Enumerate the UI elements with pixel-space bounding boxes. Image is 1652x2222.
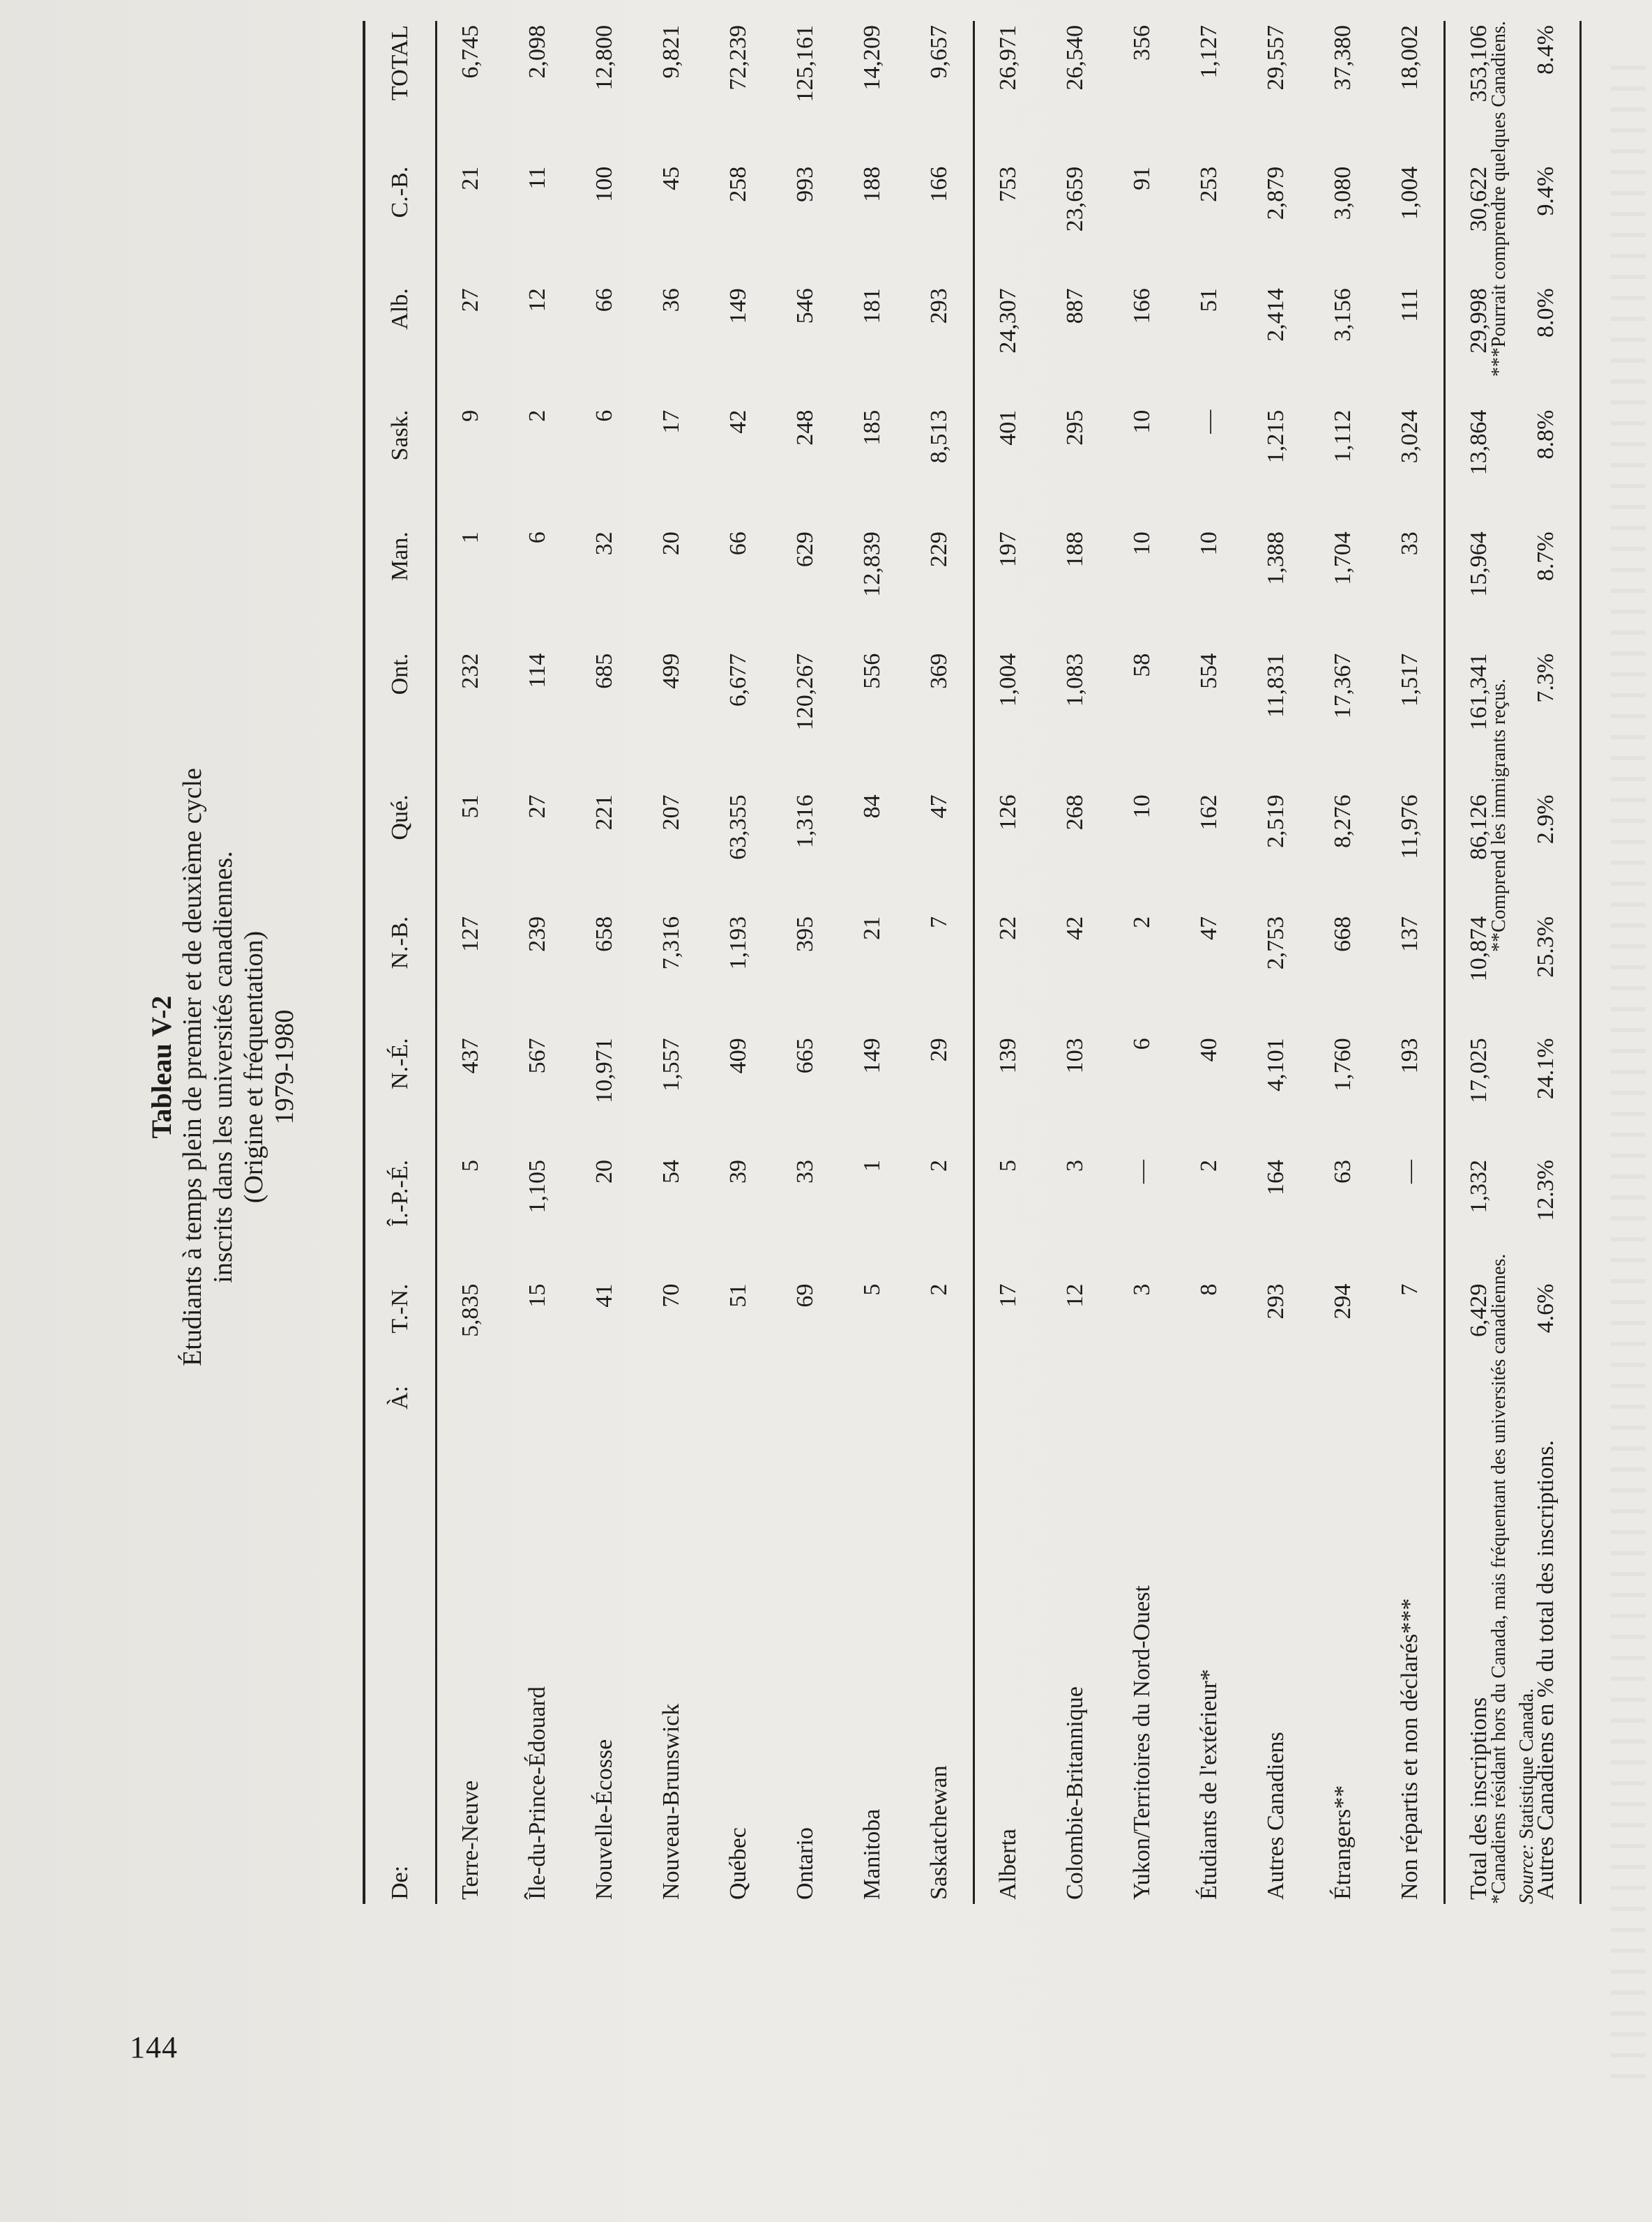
table-cell: 197 [974, 527, 1043, 649]
table-cell: 166 [926, 166, 952, 202]
table-cell: 221 [591, 794, 617, 831]
table-row [437, 21, 505, 1904]
table-row [1042, 21, 1109, 1904]
table-cell: 188 [859, 166, 885, 202]
table-cell: 3 [1062, 1159, 1088, 1172]
table-cell: 4.6% [1513, 1280, 1581, 1382]
table-cell: 114 [524, 653, 550, 688]
table-cell: 5 [974, 1156, 1043, 1280]
table-cell: 3,024 [1397, 409, 1423, 464]
row-label: Ontario [792, 1827, 818, 1900]
table-cell: 2 [524, 409, 550, 422]
table-cell: 9 [457, 409, 483, 422]
table-cell: 658 [591, 916, 617, 952]
table-cell: 51 [457, 794, 483, 819]
table-cell: 15,964 [1445, 527, 1513, 649]
table-cell: 20 [658, 531, 684, 556]
table-cell: 1,004 [974, 649, 1043, 791]
table-cell: 149 [725, 288, 751, 324]
table-cell: 1,112 [1330, 409, 1356, 462]
column-header: Qué. [387, 794, 413, 840]
table-cell: 2,098 [524, 25, 550, 79]
table-cell: 29,557 [1263, 25, 1289, 91]
table-cell: 295 [1062, 409, 1088, 446]
table-cell: 9,657 [926, 25, 952, 79]
table-cell: — [1196, 409, 1222, 434]
table-cell: 111 [1397, 288, 1423, 322]
footnote-1: *Canadiens résidant hors du Canada, mais fréquentant des universités canadiennes. [1488, 1253, 1510, 1904]
table-cell: 239 [524, 916, 550, 952]
table-cell: 229 [926, 531, 952, 568]
table-cell: 11,976 [1397, 794, 1423, 859]
table-cell: 1,127 [1196, 25, 1222, 79]
table-cell: 26,971 [974, 21, 1043, 163]
table-row [1176, 21, 1243, 1904]
table-cell: 12 [524, 288, 550, 312]
table-cell: 161,341 [1445, 649, 1513, 791]
table-cell: 665 [792, 1038, 818, 1074]
table-cell: 125,161 [792, 25, 818, 103]
column-header: N.-B. [387, 916, 413, 969]
table-cell: 1,215 [1263, 409, 1289, 464]
table-cell: 353,106 [1445, 21, 1513, 163]
table-cell: 27 [457, 288, 483, 312]
table-cell: 2.9% [1513, 790, 1581, 912]
table-cell: 1,517 [1397, 653, 1423, 707]
table-row [504, 21, 571, 1904]
column-header: C.-B. [387, 166, 413, 218]
footnotes [1485, 21, 1541, 1904]
row-label: Québec [725, 1827, 751, 1900]
table-cell: 18,002 [1397, 25, 1423, 91]
table-cell: 1,193 [725, 916, 751, 970]
table-cell: 2 [1196, 1159, 1222, 1172]
source-label: Source: [1516, 1843, 1538, 1904]
table-cell: 10 [1129, 531, 1155, 556]
row-label: Yukon/Territoires du Nord-Ouest [1129, 1585, 1155, 1900]
table-cell: 11,831 [1263, 653, 1289, 718]
row-label: Étrangers** [1330, 1785, 1356, 1900]
table-row [974, 21, 1043, 1904]
table-cell: 84 [859, 794, 885, 819]
source-text: Statistique Canada. [1516, 1688, 1538, 1839]
table-cell: 993 [792, 166, 818, 202]
to-header: À: [387, 1385, 413, 1409]
table-subtitle-line: Étudiants à temps plein de premier et de deuxième cycle [178, 768, 207, 1366]
table-cell: 103 [1062, 1038, 1088, 1074]
table-cell: 8.7% [1513, 527, 1581, 649]
table-cell: 66 [591, 288, 617, 312]
table-cell: 6 [1129, 1038, 1155, 1050]
table-subtitle-line: 1979-1980 [270, 1009, 299, 1125]
table-row [1243, 21, 1310, 1904]
row-label: Nouveau-Brunswick [658, 1703, 684, 1900]
table-cell: 1,557 [658, 1038, 684, 1091]
table-cell: 12,800 [591, 25, 617, 91]
table-row [772, 21, 839, 1904]
table-cell: 26,540 [1062, 25, 1088, 91]
table-cell: 8,276 [1330, 794, 1356, 848]
table-cell: 10,874 [1445, 912, 1513, 1034]
table-cell: 20 [591, 1159, 617, 1184]
table-cell: 6 [524, 531, 550, 544]
table-cell: 63 [1330, 1159, 1356, 1184]
table-row [1310, 21, 1377, 1904]
table-cell: 10 [1129, 794, 1155, 819]
column-header: T.-N. [387, 1283, 413, 1333]
table-cell: 12.3% [1513, 1156, 1581, 1280]
table-cell: 1,332 [1445, 1156, 1513, 1280]
table-cell: 395 [792, 916, 818, 952]
table-cell: 63,355 [725, 794, 751, 860]
table-cell: 554 [1196, 653, 1222, 689]
table-cell: 42 [725, 409, 751, 434]
table-cell: 7,316 [658, 916, 684, 970]
table-cell: 9.4% [1513, 163, 1581, 285]
table-cell: — [1129, 1159, 1155, 1184]
table-cell: 1,704 [1330, 531, 1356, 585]
table-cell: 32 [591, 531, 617, 556]
table-cell: 139 [974, 1034, 1043, 1156]
table-row [906, 21, 974, 1904]
table-cell: 409 [725, 1038, 751, 1074]
table-cell: 10,971 [591, 1038, 617, 1103]
table-cell: 6,677 [725, 653, 751, 707]
table-cell: 369 [926, 653, 952, 689]
table-cell: 5 [457, 1159, 483, 1172]
table-cell: 17,025 [1445, 1034, 1513, 1156]
table-cell: 4,101 [1263, 1038, 1289, 1091]
row-label: Manitoba [859, 1808, 885, 1900]
table-cell: 8,513 [926, 409, 952, 464]
table-cell: 8.4% [1513, 21, 1581, 163]
table-cell: 5 [859, 1283, 885, 1296]
table-cell: 51 [1196, 288, 1222, 312]
table-cell: 17 [974, 1280, 1043, 1382]
row-label: Autres Canadiens en % du total des inscriptions. [1513, 1382, 1581, 1904]
table-cell: 248 [792, 409, 818, 446]
table-cell: 17,367 [1330, 653, 1356, 719]
table-cell: 47 [1196, 916, 1222, 940]
table-cell: 2,414 [1263, 288, 1289, 342]
table-cell: 149 [859, 1038, 885, 1074]
table-cell: 25.3% [1513, 912, 1581, 1034]
from-header: De: [387, 1865, 413, 1900]
table-cell: 24.1% [1513, 1034, 1581, 1156]
table-cell: 10 [1196, 531, 1222, 556]
table-cell: 685 [591, 653, 617, 689]
row-label: Colombie-Britannique [1062, 1686, 1088, 1900]
table-cell: 15 [524, 1283, 550, 1308]
column-header: Ont. [387, 653, 413, 695]
table-cell: 7 [926, 916, 952, 928]
table-cell: 293 [1263, 1283, 1289, 1320]
table-cell: 11 [524, 166, 550, 190]
row-label: Île-du-Prince-Édouard [524, 1686, 550, 1900]
table-cell: 162 [1196, 794, 1222, 831]
table-cell: 753 [974, 163, 1043, 285]
table-cell: 100 [591, 166, 617, 202]
table-cell: 629 [792, 531, 818, 568]
table-cell: 66 [725, 531, 751, 556]
table-cell: 14,209 [859, 25, 885, 91]
table-cell: 499 [658, 653, 684, 689]
row-label: Terre-Neuve [457, 1780, 483, 1900]
table-cell: 7.3% [1513, 649, 1581, 791]
table-cell: 39 [725, 1159, 751, 1184]
table-cell: 193 [1397, 1038, 1423, 1074]
table-cell: 3,080 [1330, 166, 1356, 220]
table-cell: 2 [1129, 916, 1155, 928]
table-cell: 91 [1129, 166, 1155, 190]
table-cell: 45 [658, 166, 684, 190]
table-cell: 21 [457, 166, 483, 190]
table-cell: 2 [926, 1159, 952, 1172]
table-cell: 1 [457, 531, 483, 544]
table-cell: 1 [859, 1159, 885, 1172]
table-cell: 1,083 [1062, 653, 1088, 707]
table-cell: 33 [1397, 531, 1423, 556]
table-cell: 2,879 [1263, 166, 1289, 220]
row-label: Non répartis et non déclarés*** [1397, 1598, 1423, 1900]
table-cell: 33 [792, 1159, 818, 1184]
table-cell: 6 [591, 409, 617, 422]
column-header: N.-É. [387, 1038, 413, 1090]
row-label: Autres Canadiens [1263, 1732, 1289, 1900]
table-row [705, 21, 772, 1904]
table-cell: 6,429 [1445, 1280, 1513, 1382]
table-cell: 556 [859, 653, 885, 689]
table-cell: 185 [859, 409, 885, 446]
table-cell: 207 [658, 794, 684, 831]
row-label: Total des inscriptions [1445, 1382, 1513, 1904]
table-cell: 27 [524, 794, 550, 819]
table-cell: 294 [1330, 1283, 1356, 1320]
table-cell: 188 [1062, 531, 1088, 568]
table-cell: 166 [1129, 288, 1155, 324]
table-cell: 887 [1062, 288, 1088, 324]
table-cell: 42 [1062, 916, 1088, 940]
table-cell: 13,864 [1445, 406, 1513, 528]
table-cell: 232 [457, 653, 483, 689]
table-cell: 36 [658, 288, 684, 312]
page-number: 144 [130, 2030, 178, 2064]
table-cell: 6,745 [457, 25, 483, 79]
footnote-2: **Comprend les immigrants reçus. [1488, 678, 1510, 952]
table-cell: 258 [725, 166, 751, 202]
table-cell: 1,760 [1330, 1038, 1356, 1091]
table-cell: 37,380 [1330, 25, 1356, 91]
column-header: Alb. [387, 288, 413, 330]
row-label: Nouvelle-Écosse [591, 1739, 617, 1900]
table-cell: 164 [1263, 1159, 1289, 1195]
table-row [839, 21, 906, 1904]
table-header-row [364, 21, 437, 1904]
column-header: Î.-P.-É. [387, 1159, 413, 1227]
row-label: Étudiants de l'extérieur* [1196, 1669, 1222, 1900]
table-cell: 72,239 [725, 25, 751, 91]
table-cell: 12 [1062, 1283, 1088, 1308]
table-cell: 293 [926, 288, 952, 324]
table-heading [146, 21, 300, 2113]
table-cell: 51 [725, 1283, 751, 1308]
table-cell: 40 [1196, 1038, 1222, 1062]
table-cell: 41 [591, 1283, 617, 1308]
table-cell: 7 [1397, 1283, 1423, 1296]
table-cell: 567 [524, 1038, 550, 1074]
table-cell: 1,004 [1397, 166, 1423, 220]
table-cell: 401 [974, 406, 1043, 528]
table-cell: 2,519 [1263, 794, 1289, 848]
table-cell: 126 [974, 790, 1043, 912]
table-cell: 268 [1062, 794, 1088, 831]
table-cell: 2,753 [1263, 916, 1289, 970]
table-cell: 12,839 [859, 531, 885, 597]
table-subtitle-line: (Origine et fréquentation) [239, 930, 268, 1204]
table-cell: 8 [1196, 1283, 1222, 1296]
table-cell: 8.0% [1513, 284, 1581, 406]
table-cell: 5,835 [457, 1283, 483, 1338]
table-cell: 10 [1129, 409, 1155, 434]
enrolment-table [363, 21, 1582, 1904]
table-subtitle-line: inscrits dans les universités canadiennes. [209, 851, 238, 1283]
table-cell: 546 [792, 288, 818, 324]
table-cell: 3 [1129, 1283, 1155, 1296]
table-cell: 1,388 [1263, 531, 1289, 585]
table-cell: — [1397, 1159, 1423, 1184]
footnote-3: ***Pourrait comprendre quelques Canadiens. [1488, 21, 1510, 377]
table-cell: 47 [926, 794, 952, 819]
table-cell: 69 [792, 1283, 818, 1308]
table-cell: 2 [926, 1283, 952, 1296]
rotated-table-block [146, 21, 1639, 2113]
table-cell: 22 [974, 912, 1043, 1034]
column-header: Man. [387, 531, 413, 582]
table-cell: 1,316 [792, 794, 818, 848]
table-cell: 3,156 [1330, 288, 1356, 342]
table-cell: 17 [658, 409, 684, 434]
table-cell: 668 [1330, 916, 1356, 952]
row-label: Alberta [974, 1382, 1043, 1904]
column-header: Sask. [387, 409, 413, 461]
table-cell: 137 [1397, 916, 1423, 952]
table-title: Tableau V-2 [146, 995, 177, 1139]
table-cell: 30,622 [1445, 163, 1513, 285]
table-row [638, 21, 705, 1904]
table-cell: 120,267 [792, 653, 818, 731]
table-cell: 70 [658, 1283, 684, 1308]
table-cell: 54 [658, 1159, 684, 1184]
table-cell: 21 [859, 916, 885, 940]
table-cell: 86,126 [1445, 790, 1513, 912]
table-row [1377, 21, 1445, 1904]
table-cell: 58 [1129, 653, 1155, 677]
table-cell: 253 [1196, 166, 1222, 202]
column-header: TOTAL [387, 25, 413, 101]
table-cell: 9,821 [658, 25, 684, 79]
table-row [571, 21, 638, 1904]
table-cell: 127 [457, 916, 483, 952]
table-cell: 29 [926, 1038, 952, 1062]
table-cell: 8.8% [1513, 406, 1581, 528]
table-cell: 29,998 [1445, 284, 1513, 406]
table-row [1109, 21, 1176, 1904]
table-cell: 1,105 [524, 1159, 550, 1214]
table-cell: 356 [1129, 25, 1155, 61]
table-cell: 24,307 [974, 284, 1043, 406]
table-cell: 23,659 [1062, 166, 1088, 232]
table-cell: 181 [859, 288, 885, 324]
row-label: Saskatchewan [926, 1765, 952, 1900]
table-cell: 437 [457, 1038, 483, 1074]
table-body [437, 21, 1581, 1904]
